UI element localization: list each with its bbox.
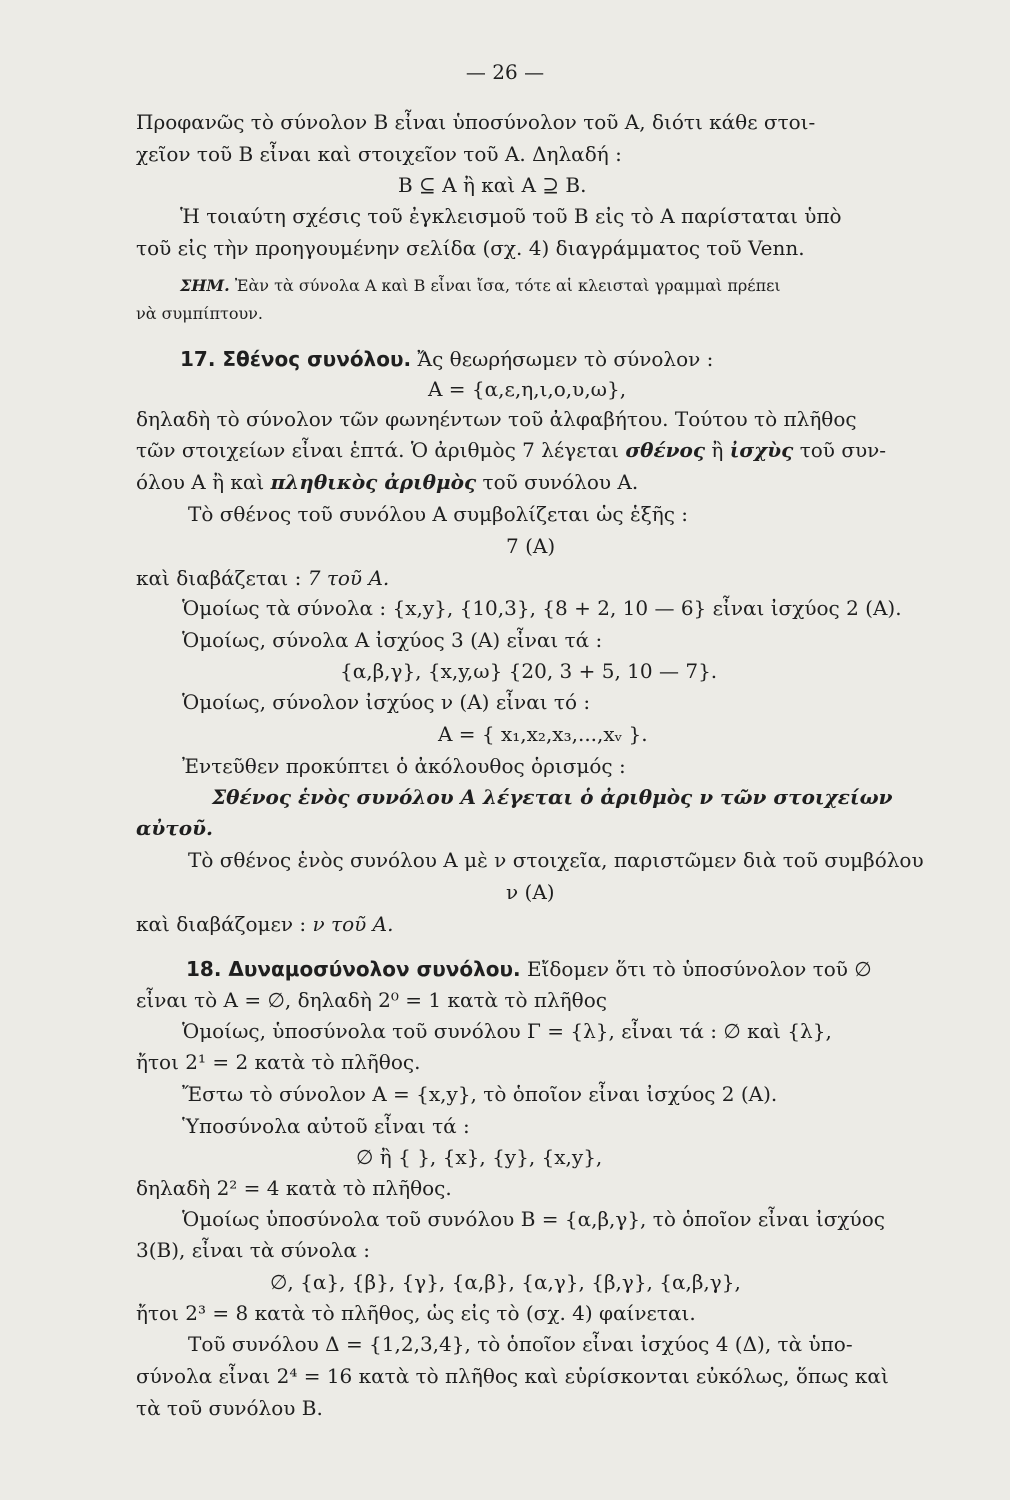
note-line: ΣΗΜ. Ἐὰν τὰ σύνολα A καὶ B εἶναι ἴσα, τότε αἱ κλεισταὶ γραμμαὶ πρέπει bbox=[180, 276, 781, 295]
text-line: Ὁμοίως τὰ σύνολα : {x,y}, {10,3}, {8 + 2, 10 — 6} εἶναι ἰσχύος 2 (A). bbox=[182, 596, 902, 620]
text-line: Ἔστω τὸ σύνολον A = {x,y}, τὸ ὁποῖον εἶναι ἰσχύος 2 (A). bbox=[182, 1082, 778, 1106]
text-line: Τὸ σθένος τοῦ συνόλου A συμβολίζεται ὡς ἑξῆς : bbox=[188, 502, 689, 526]
formula: ν (A) bbox=[506, 880, 555, 904]
text-line: τῶν στοιχείων εἶναι ἑπτά. Ὁ ἀριθμὸς 7 λέγεται σθένος ἢ ἰσχὺς τοῦ συν- bbox=[136, 438, 887, 462]
text-line: καὶ διαβάζεται : 7 τοῦ A. bbox=[136, 566, 390, 590]
text-line: δηλαδὴ τὸ σύνολον τῶν φωνηέντων τοῦ ἀλφαβήτου. Τούτου τὸ πλῆθος bbox=[136, 407, 857, 431]
term: ἰσχὺς bbox=[729, 438, 794, 462]
text-line: Τοῦ συνόλου Δ = {1,2,3,4}, τὸ ὁποῖον εἶναι ἰσχύος 4 (Δ), τὰ ὑπο- bbox=[188, 1332, 853, 1356]
formula: A = {α,ε,η,ι,ο,υ,ω}, bbox=[428, 377, 627, 401]
text-line: ἤτοι 2¹ = 2 κατὰ τὸ πλῆθος. bbox=[136, 1050, 421, 1074]
text-line: Ὁμοίως, σύνολον ἰσχύος ν (A) εἶναι τό : bbox=[182, 690, 591, 714]
text-line: Ἡ τοιαύτη σχέσις τοῦ ἐγκλεισμοῦ τοῦ B εἰς τὸ A παρίσταται ὑπὸ bbox=[180, 204, 842, 228]
page-number: — 26 — bbox=[465, 60, 545, 84]
text-line: ἤτοι 2³ = 8 κατὰ τὸ πλῆθος, ὡς εἰς τὸ (σχ. 4) φαίνεται. bbox=[136, 1301, 696, 1325]
text-line: 3(B), εἶναι τὰ σύνολα : bbox=[136, 1238, 371, 1262]
section-17-heading: 17. Σθένος συνόλου. Ἄς θεωρήσωμεν τὸ σύνολον : bbox=[180, 347, 714, 371]
formula: A = { x₁,x₂,x₃,...,xᵥ }. bbox=[438, 722, 648, 746]
section-title: 17. Σθένος συνόλου. bbox=[180, 347, 412, 371]
formula: {α,β,γ}, {x,y,ω} {20, 3 + 5, 10 — 7}. bbox=[340, 659, 718, 683]
text-line: όλου A ἢ καὶ πληθικὸς ἀριθμὸς τοῦ συνόλου A. bbox=[136, 470, 639, 494]
text-line: σύνολα εἶναι 2⁴ = 16 κατὰ τὸ πλῆθος καὶ εὑρίσκονται εὐκόλως, ὅπως καὶ bbox=[136, 1364, 889, 1388]
text-line: χεῖον τοῦ B εἶναι καὶ στοιχεῖον τοῦ A. Δηλαδή : bbox=[136, 142, 622, 166]
formula: 7 (A) bbox=[506, 534, 556, 558]
text-line: Ὁμοίως, σύνολα A ἰσχύος 3 (A) εἶναι τά : bbox=[182, 628, 603, 652]
note-line: νὰ συμπίπτουν. bbox=[136, 304, 263, 323]
section-title: 18. Δυναμοσύνολον συνόλου. bbox=[186, 957, 521, 981]
text-line: Τὸ σθένος ἑνὸς συνόλου A μὲ ν στοιχεῖα, παριστῶμεν διὰ τοῦ συμβόλου bbox=[188, 848, 924, 872]
text-line: τοῦ εἰς τὴν προηγουμένην σελίδα (σχ. 4) διαγράμματος τοῦ Venn. bbox=[136, 236, 805, 260]
text-line: Ὁμοίως, ὑποσύνολα τοῦ συνόλου Γ = {λ}, εἶναι τά : ∅ καὶ {λ}, bbox=[182, 1019, 832, 1043]
note-label: ΣΗΜ. bbox=[180, 276, 230, 295]
definition: Σθένος ἑνὸς συνόλου A λέγεται ὁ ἀριθμὸς ν τῶν στοιχείων bbox=[212, 785, 893, 809]
text-line: τὰ τοῦ συνόλου B. bbox=[136, 1396, 323, 1420]
formula: ∅, {α}, {β}, {γ}, {α,β}, {α,γ}, {β,γ}, {α,β,γ}, bbox=[270, 1270, 741, 1294]
term: πληθικὸς ἀριθμὸς bbox=[270, 470, 477, 494]
formula: ∅ ἢ { }, {x}, {y}, {x,y}, bbox=[356, 1145, 603, 1169]
text-line: Ὁμοίως ὑποσύνολα τοῦ συνόλου B = {α,β,γ}, τὸ ὁποῖον εἶναι ἰσχύος bbox=[182, 1207, 885, 1231]
text-line: Προφανῶς τὸ σύνολον B εἶναι ὑποσύνολον τοῦ A, διότι κάθε στοι- bbox=[136, 110, 816, 134]
section-18-heading: 18. Δυναμοσύνολον συνόλου. Εἴδομεν ὅτι τὸ ὑποσύνολον τοῦ ∅ bbox=[186, 957, 872, 981]
text-line: Ὑποσύνολα αὐτοῦ εἶναι τά : bbox=[182, 1114, 470, 1138]
term: σθένος bbox=[625, 438, 705, 462]
formula: B ⊆ A ἢ καὶ A ⊇ B. bbox=[398, 173, 587, 197]
definition: αὐτοῦ. bbox=[136, 816, 213, 840]
text-line: Ἐντεῦθεν προκύπτει ὁ ἀκόλουθος ὁρισμός : bbox=[182, 754, 626, 778]
text-line: καὶ διαβάζομεν : ν τοῦ A. bbox=[136, 912, 394, 936]
text-line: εἶναι τὸ A = ∅, δηλαδὴ 2⁰ = 1 κατὰ τὸ πλῆθος bbox=[136, 988, 607, 1012]
text-line: δηλαδὴ 2² = 4 κατὰ τὸ πλῆθος. bbox=[136, 1176, 452, 1200]
